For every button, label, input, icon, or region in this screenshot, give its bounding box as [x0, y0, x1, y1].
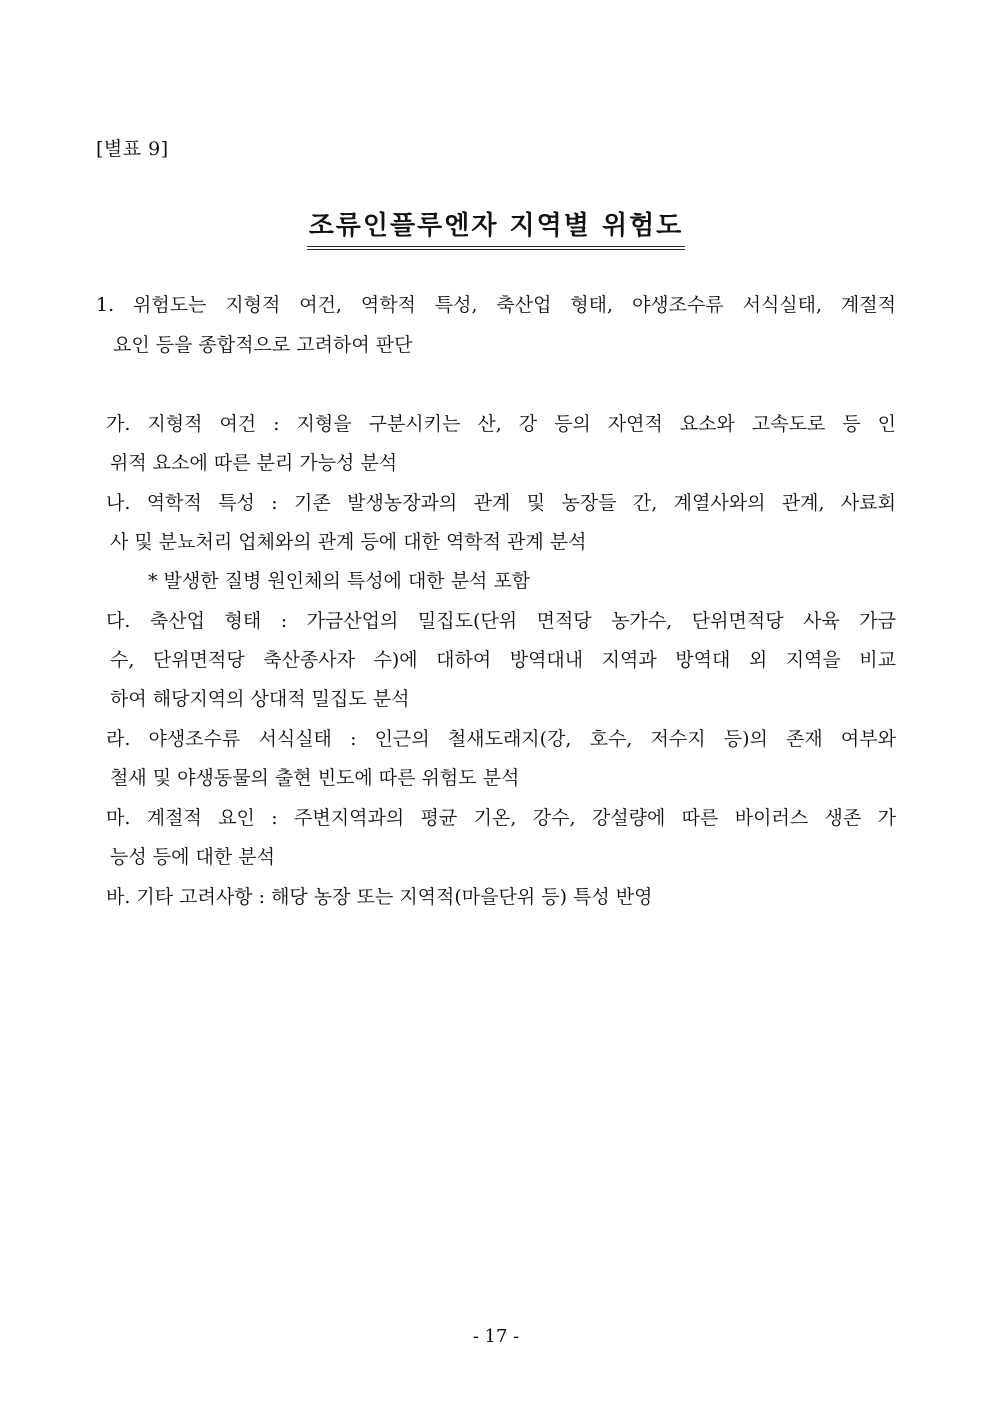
title-container	[0, 205, 992, 250]
item-na-line2: 사 및 분뇨처리 업체와의 관계 등에 대한 역학적 관계 분석	[110, 531, 587, 553]
item-da-line2: 수, 단위면적당 축산종사자 수)에 대하여 방역대내 지역과 방역대 외 지역을 비교	[110, 649, 896, 671]
item-ma-line1: 마. 계절적 요인 : 주변지역과의 평균 기온, 강수, 강설량에 따른 바이러스 생존 가	[106, 807, 896, 829]
item-ra-line1: 라. 야생조수류 서식실태 : 인근의 철새도래지(강, 호수, 저수지 등)의 존재 여부와	[106, 728, 896, 750]
item-ga-line2: 위적 요소에 따른 분리 가능성 분석	[110, 452, 398, 474]
section1-line2: 요인 등을 종합적으로 고려하여 판단	[113, 334, 413, 356]
item-ra-line2: 철새 및 야생동물의 출현 빈도에 따른 위험도 분석	[110, 767, 520, 789]
item-na-note: * 발생한 질병 원인체의 특성에 대한 분석 포함	[148, 570, 531, 592]
item-na-line1: 나. 역학적 특성 : 기존 발생농장과의 관계 및 농장들 간, 계열사와의 관계, 사료회	[106, 492, 896, 514]
item-ga-line1: 가. 지형적 여건 : 지형을 구분시키는 산, 강 등의 자연적 요소와 고속도로 등 인	[106, 413, 896, 435]
item-ba-line1: 바. 기타 고려사항 : 해당 농장 또는 지역적(마을단위 등) 특성 반영	[106, 886, 653, 908]
item-ma-line2: 능성 등에 대한 분석	[110, 846, 275, 868]
document-title: 조류인플루엔자 지역별 위험도	[307, 205, 686, 250]
item-da-line3: 하여 해당지역의 상대적 밀집도 분석	[110, 688, 410, 710]
page-number: - 17 -	[472, 1326, 520, 1347]
table-label: [별표 9]	[96, 138, 169, 160]
item-da-line1: 다. 축산업 형태 : 가금산업의 밀집도(단위 면적당 농가수, 단위면적당 사육 가금	[106, 610, 896, 632]
section1-line1: 1. 위험도는 지형적 여건, 역학적 특성, 축산업 형태, 야생조수류 서식실태, 계절적	[96, 294, 896, 316]
